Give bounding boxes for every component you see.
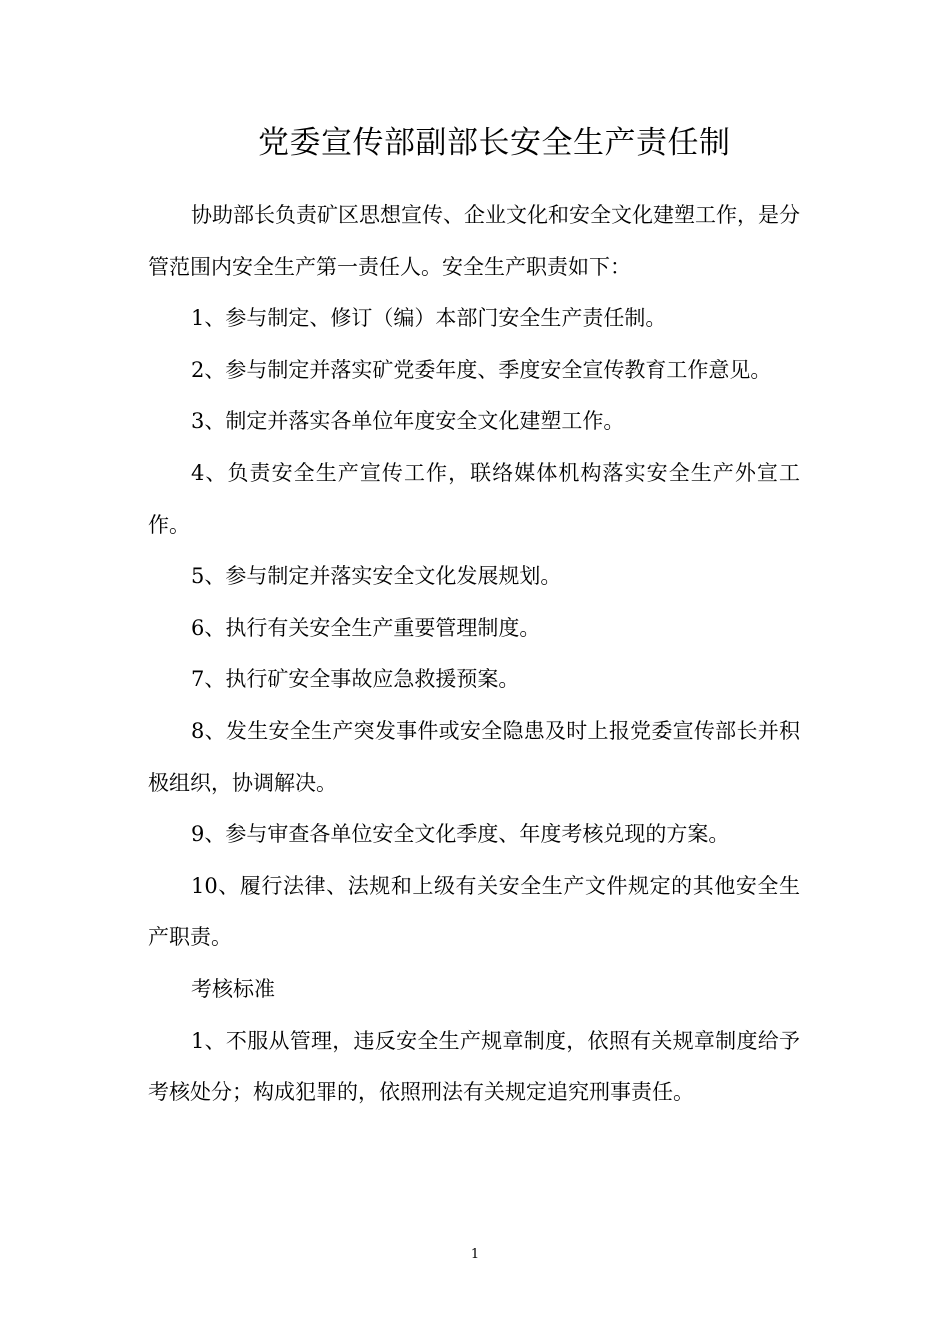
- duty-item: [148, 448, 800, 551]
- assessment-item: [148, 1016, 800, 1119]
- duty-item: [148, 396, 800, 448]
- duty-item: [148, 706, 800, 809]
- duty-item: [148, 551, 800, 603]
- duty-number: 8: [191, 718, 205, 743]
- intro-paragraph: 协助部长负责矿区思想宣传、企业文化和安全文化建塑工作，是分管范围内安全生产第一责任人。安全生产职责如下：: [148, 203, 800, 279]
- duty-item: [148, 603, 800, 655]
- duty-text: 、参与制定并落实安全文化发展规划。: [204, 564, 562, 589]
- duty-text: 、参与审查各单位安全文化季度、年度考核兑现的方案。: [204, 822, 730, 847]
- document-title: 党委宣传部副部长安全生产责任制: [258, 125, 731, 161]
- duty-number: 4: [191, 460, 205, 485]
- duty-item: [148, 345, 800, 397]
- page-number: 1: [470, 1247, 480, 1262]
- duty-text: 、参与制定并落实矿党委年度、季度安全宣传教育工作意见。: [204, 357, 772, 382]
- duty-number: 2: [191, 357, 205, 382]
- duty-number: 6: [191, 615, 205, 640]
- assessment-number: 1: [191, 1028, 205, 1053]
- duty-number: 5: [191, 564, 205, 589]
- assessment-heading: 考核标准: [191, 976, 275, 1001]
- duty-number: 3: [191, 409, 205, 434]
- duty-text: 、履行法律、法规和上级有关安全生产文件规定的其他安全生产职责。: [148, 873, 800, 950]
- duty-text: 、执行有关安全生产重要管理制度。: [204, 615, 541, 640]
- duty-text: 、负责安全生产宣传工作，联络媒体机构落实安全生产外宣工作。: [148, 460, 800, 537]
- duty-text: 、执行矿安全事故应急救援预案。: [204, 667, 520, 692]
- duty-item: [148, 809, 800, 861]
- duty-number: 1: [191, 306, 205, 331]
- duty-item: [148, 654, 800, 706]
- assessment-text: 、不服从管理，违反安全生产规章制度，依照有关规章制度给予考核处分；构成犯罪的，依照刑法有关规定追究刑事责任。: [148, 1028, 800, 1105]
- duty-text: 、制定并落实各单位年度安全文化建塑工作。: [204, 409, 625, 434]
- duty-number: 9: [191, 822, 205, 847]
- duty-number: 10: [191, 873, 218, 898]
- duty-text: 、参与制定、修订（编）本部门安全生产责任制。: [204, 306, 667, 331]
- duty-item: [148, 293, 800, 345]
- duty-item: [148, 861, 800, 964]
- duty-number: 7: [191, 667, 205, 692]
- duty-text: 、发生安全生产突发事件或安全隐患及时上报党委宣传部长并积极组织，协调解决。: [148, 718, 800, 795]
- document-body: [148, 190, 800, 1119]
